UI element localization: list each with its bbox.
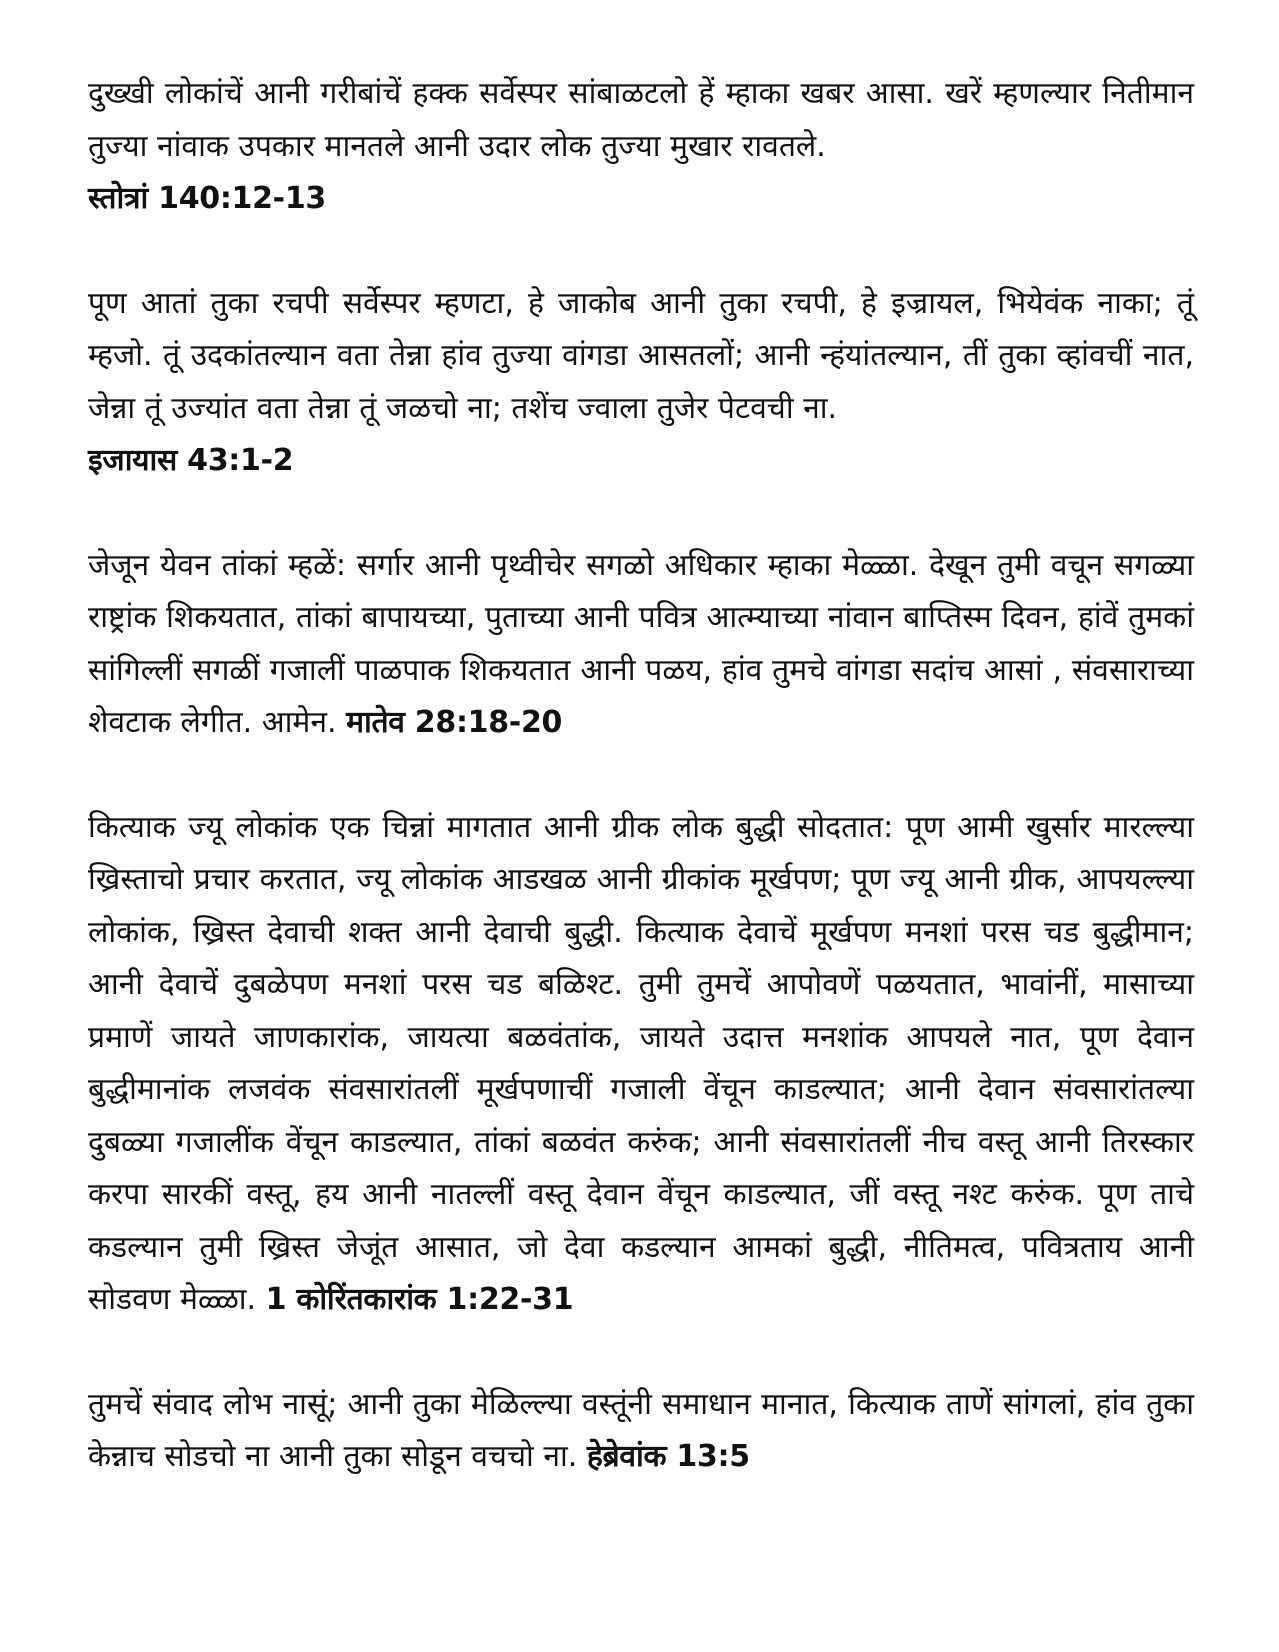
passage-corinthians bbox=[88, 802, 1194, 1327]
passage-text: पूण आतां तुका रचपी सर्वेस्पर म्हणटा, हे जाकोब आनी तुका रचपी, हे इज्रायल, भियेवंक नाका; तूं म्हजो. तूं उदकांतल्यान वता तेन्ना हांव तुज्या वांगडा आसतलों; आनी न्हंयांतल्यान, तीं तुका व्हांवचीं नात, जेन्ना तूं उज्यांत वता तेन्ना तूं जळचो ना; तशेंच ज्वाला तुजेर पेटवची ना. bbox=[88, 285, 1194, 426]
passage-text: दुख्खी लोकांचें आनी गरीबांचें हक्क सर्वेस्पर सांबाळटलो हें म्हाका खबर आसा. खरें म्हणल्यार नितीमान तुज्या नांवाक उपकार मानतले आनी उदार लोक तुज्या मुखार रावतले. bbox=[88, 76, 1194, 164]
passage-hebrews bbox=[88, 1379, 1194, 1484]
passage-text: तुमचें संवाद लोभ नासूं; आनी तुका मेळिल्ल्या वस्तूंनी समाधान मानात, कित्याक ताणें सांगलां, हांव तुका केन्नाच सोडचो ना आनी तुका सोडून वचचो ना. bbox=[88, 1386, 1194, 1474]
scripture-reference: 1 कोरिंतकारांक 1:22-31 bbox=[265, 1282, 574, 1317]
scripture-reference: मातेव 28:18-20 bbox=[346, 705, 563, 740]
passage-psalm bbox=[88, 68, 1194, 226]
document-page bbox=[88, 68, 1194, 1536]
passage-matthew bbox=[88, 540, 1194, 750]
passage-isaiah bbox=[88, 278, 1194, 488]
scripture-reference: स्तोत्रां 140:12-13 bbox=[88, 181, 326, 216]
scripture-reference: हेब्रेवांक 13:5 bbox=[586, 1439, 750, 1474]
passage-text: जेजून येवन तांकां म्हळें: सर्गार आनी पृथ्वीचेर सगळो अधिकार म्हाका मेळ्ळा. देखून तुमी वचून सगळ्या राष्ट्रांक शिकयतात, तांकां बापायच्या, पुताच्या आनी पवित्र आत्म्याच्या नांवान बाप्तिस्म दिवन, हांवें तुमकां सांगिल्लीं सगळीं गजालीं पाळपाक शिकयतात आनी पळय, हांव तुमचे वांगडा सदांच आसां , संवसाराच्या शेवटाक लेगीत. आमेन. bbox=[88, 547, 1194, 740]
passage-text: कित्याक ज्यू लोकांक एक चिन्नां मागतात आनी ग्रीक लोक बुद्धी सोदतात: पूण आमी खुर्सार मारल्ल्या ख्रिस्ताचो प्रचार करतात, ज्यू लोकांक आडखळ आनी ग्रीकांक मूर्खपण; पूण ज्यू आनी ग्रीक, आपयल्ल्या लोकांक, ख्रिस्त देवाची शक्त आनी देवाची बुद्धी. कित्याक देवाचें मूर्खपण मनशां परस चड बुद्धीमान; आनी देवाचें दुबळेपण मनशां परस चड बळिश्ट. तुमी तुमचें आपोवणें पळयतात, भावांनीं, मासाच्या प्रमाणें जायते जाणकारांक, जायत्या बळवंतांक, जायते उदात्त मनशांक आपयले नात, पूण देवान बुद्धीमानांक लजवंक संवसारांतलीं मूर्खपणाचीं गजाली वेंचून काडल्यात; आनी देवान संवसारांतल्या दुबळ्या गजालींक वेंचून काडल्यात, तांकां बळवंत करुंक; आनी संवसारांतलीं नीच वस्तू आनी तिरस्कार करपा सारकीं वस्तू, हय आनी नातल्लीं वस्तू देवान वेंचून काडल्यात, जीं वस्तू नश्ट करुंक. पूण ताचे कडल्यान तुमी ख्रिस्त जेजूंत आसात, जो देवा कडल्यान आमकां बुद्धी, नीतिमत्व, पवित्रताय आनी सोडवण मेळ्ळा. bbox=[88, 809, 1194, 1317]
scripture-reference: इजायास 43:1-2 bbox=[88, 443, 294, 478]
